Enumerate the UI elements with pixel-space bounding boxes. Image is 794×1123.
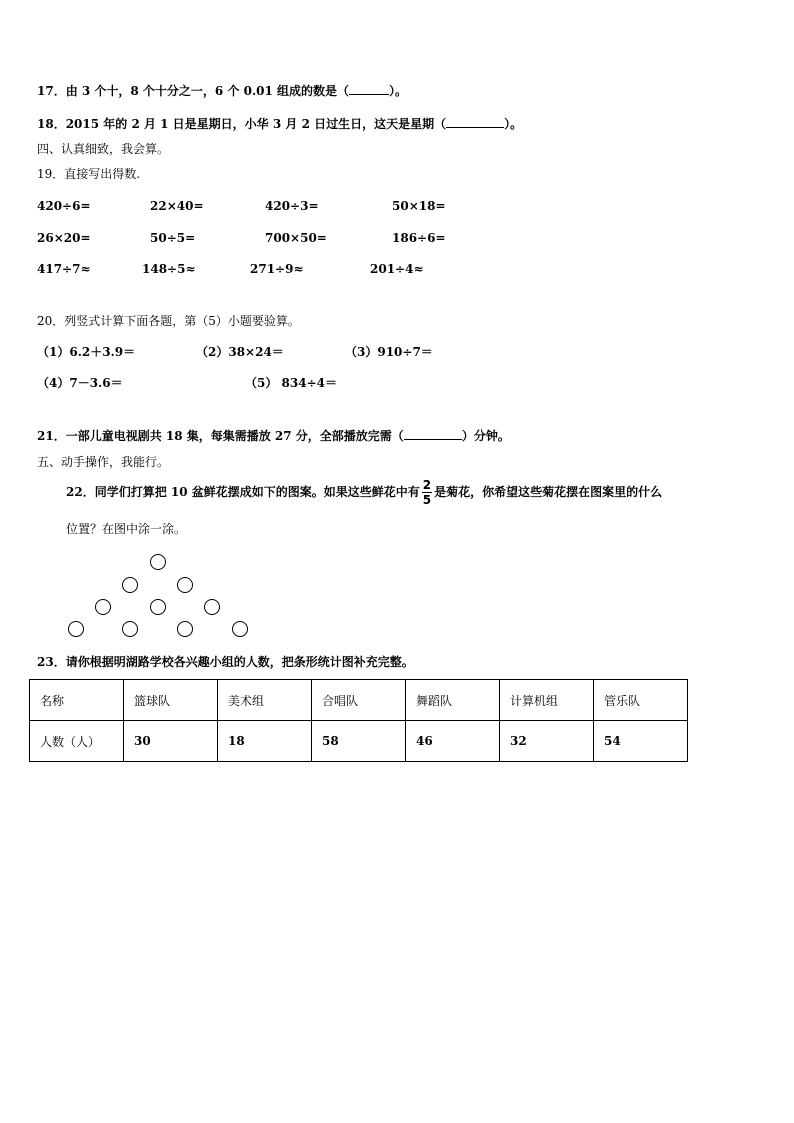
section-4-heading: 四、认真细致，我会算。	[37, 142, 170, 156]
flower-pot[interactable]	[122, 621, 138, 637]
q21-text-end: ）分钟。	[461, 429, 510, 443]
q22-text: 22．同学们打算把 10 盆鲜花摆成如下的图案。如果这些鲜花中有	[66, 485, 420, 499]
q19-item: 22×40=	[150, 199, 204, 213]
q19-item: 417÷7≈	[37, 262, 91, 276]
flower-pot[interactable]	[150, 599, 166, 615]
q19-item: 420÷6=	[37, 199, 91, 213]
table-cell: 人数（人）	[30, 721, 124, 762]
table-cell: 58	[312, 721, 406, 762]
table-cell: 32	[500, 721, 594, 762]
fraction-denominator: 5	[422, 493, 432, 507]
table-cell: 46	[406, 721, 500, 762]
table-cell: 美术组	[218, 680, 312, 721]
table-row	[30, 721, 688, 762]
table-cell: 18	[218, 721, 312, 762]
q20-item: （5） 834÷4＝	[245, 376, 337, 390]
table-cell: 管乐队	[594, 680, 688, 721]
q19-item: 26×20=	[37, 231, 91, 245]
flower-pot[interactable]	[95, 599, 111, 615]
q21-answer-blank[interactable]	[404, 428, 462, 440]
table-cell: 合唱队	[312, 680, 406, 721]
q19-item: 201÷4≈	[370, 262, 424, 276]
question-19-title: 19．直接写出得数.	[37, 167, 141, 181]
q20-item: （2）38×24＝	[196, 345, 284, 359]
flower-pot[interactable]	[177, 577, 193, 593]
q18-answer-blank[interactable]	[446, 116, 504, 128]
flower-pot[interactable]	[232, 621, 248, 637]
fraction-numerator: 2	[422, 478, 432, 492]
section-5-heading: 五、动手操作，我能行。	[37, 455, 170, 469]
flower-pot[interactable]	[204, 599, 220, 615]
q19-item: 50×18=	[392, 199, 446, 213]
flower-pot[interactable]	[122, 577, 138, 593]
q17-text: 17．由 3 个十，8 个十分之一，6 个 0.01 组成的数是（	[37, 84, 350, 98]
table-header-row	[30, 680, 688, 721]
flower-pot[interactable]	[68, 621, 84, 637]
q20-item: （4）7－3.6＝	[37, 376, 123, 390]
q19-item: 420÷3=	[265, 199, 319, 213]
table-cell: 舞蹈队	[406, 680, 500, 721]
question-18	[37, 116, 522, 132]
fraction	[422, 478, 432, 507]
q18-text-end: ）。	[504, 117, 523, 131]
q21-text: 21．一部儿童电视剧共 18 集，每集需播放 27 分，全部播放完需（	[37, 429, 404, 443]
table-cell: 54	[594, 721, 688, 762]
table-cell: 篮球队	[124, 680, 218, 721]
q19-item: 148÷5≈	[142, 262, 196, 276]
table-cell: 计算机组	[500, 680, 594, 721]
interest-group-table	[29, 679, 688, 762]
q17-answer-blank[interactable]	[349, 83, 389, 95]
table-cell: 30	[124, 721, 218, 762]
q22-instruction: 位置？在图中涂一涂。	[66, 522, 187, 536]
q22-text-end: 是菊花，你希望这些菊花摆在图案里的什么	[434, 485, 663, 499]
q17-text-end: ）。	[389, 84, 408, 98]
q20-item: （3）910÷7＝	[345, 345, 433, 359]
question-22	[66, 476, 662, 508]
q19-item: 271÷9≈	[250, 262, 304, 276]
q20-item: （1）6.2＋3.9＝	[37, 345, 136, 359]
flower-pot[interactable]	[150, 554, 166, 570]
q19-item: 186÷6=	[392, 231, 446, 245]
question-23-title: 23．请你根据明湖路学校各兴趣小组的人数，把条形统计图补充完整。	[37, 655, 414, 669]
flower-pot[interactable]	[177, 621, 193, 637]
q19-item: 700×50=	[265, 231, 327, 245]
question-20-title: 20．列竖式计算下面各题，第（5）小题要验算。	[37, 314, 300, 328]
question-17	[37, 83, 407, 99]
table-cell: 名称	[30, 680, 124, 721]
q19-item: 50÷5=	[150, 231, 196, 245]
q18-text: 18．2015 年的 2 月 1 日是星期日，小华 3 月 2 日过生日，这天是星期（	[37, 117, 447, 131]
question-21	[37, 428, 510, 444]
